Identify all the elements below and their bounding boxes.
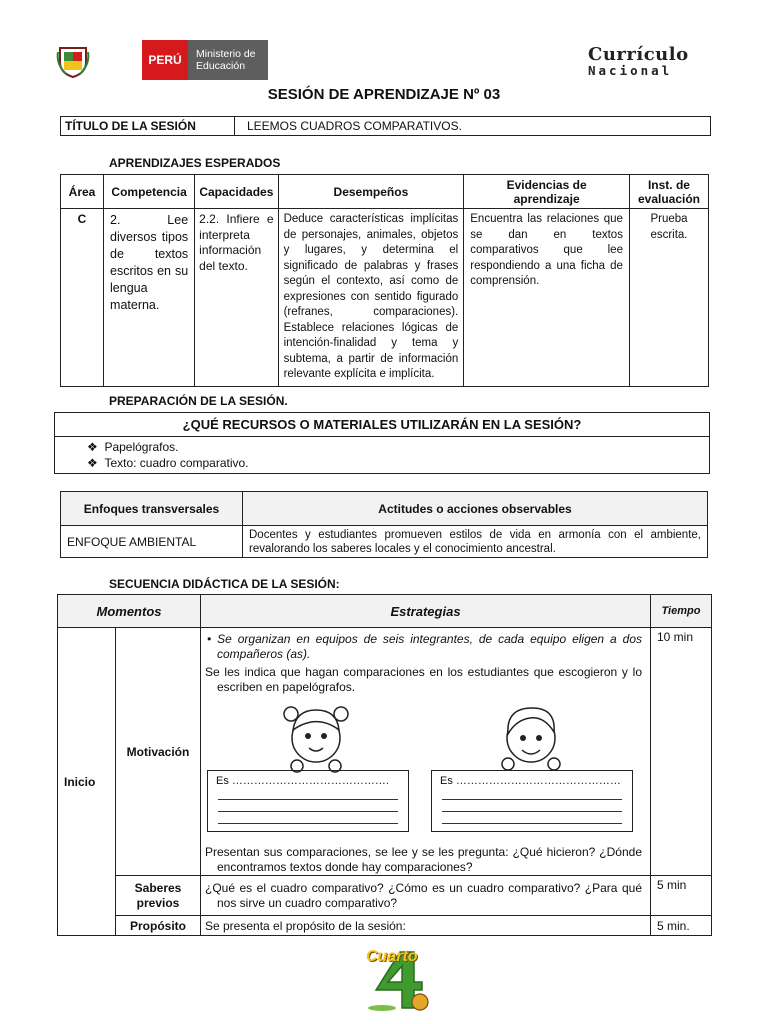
header-competencia: Competencia (104, 175, 195, 209)
comparison-box-right (431, 770, 633, 832)
seq-header-tiempo: Tiempo (651, 595, 712, 628)
resources-question: ¿QUÉ RECURSOS O MATERIALES UTILIZARÁN EN LA SESIÓN? (55, 413, 710, 437)
sequence-heading: SECUENCIA DIDÁCTICA DE LA SESIÓN: (109, 577, 340, 591)
motivacion-label: Motivación (116, 628, 201, 876)
header-evidencias: Evidencias de aprendizaje (464, 175, 630, 209)
header-instrumento: Inst. de evaluación (629, 175, 708, 209)
resource-item: Texto: cuadro comparativo. (104, 456, 249, 470)
curriculo-title: Currículo (588, 44, 689, 65)
list-item (87, 455, 709, 471)
write-line (442, 800, 622, 812)
seq-header-estrategias: Estrategias (201, 595, 651, 628)
cell-area: C (61, 209, 104, 387)
saberes-label: Saberes previos (116, 876, 201, 916)
session-title-label: TÍTULO DE LA SESIÓN (61, 117, 235, 136)
comparison-box-left-text: Es ……………………………………. (216, 775, 389, 787)
boy-illustration (486, 700, 576, 780)
resource-item: Papelógrafos. (104, 440, 179, 454)
resources-table (54, 412, 710, 474)
phase-inicio: Inicio (58, 628, 116, 936)
saberes-time: 5 min (651, 876, 712, 916)
comparison-box-right-text: Es ……………………………………… (440, 775, 621, 787)
approaches-table (60, 491, 708, 558)
write-line (218, 800, 398, 812)
proposito-text: Se presenta el propósito de la sesión: (201, 916, 651, 936)
list-item (87, 439, 709, 455)
peru-label: PERÚ (142, 40, 188, 80)
motivacion-time: 10 min (651, 628, 712, 876)
page-title: SESIÓN DE APRENDIZAJE Nº 03 (267, 86, 501, 103)
write-line (442, 812, 622, 824)
header-desempenos: Desempeños (278, 175, 464, 209)
ministry-label: Ministerio de Educación (188, 40, 268, 80)
motivacion-text2: Presentan sus comparaciones, se lee y se les pregunta: ¿Qué hicieron? ¿Dónde encontramos textos donde hay comparaciones? (205, 845, 642, 874)
write-line (218, 788, 398, 800)
motivacion-text1: Se les indica que hagan comparaciones en los estudiantes que escogieron y lo escriben en papelógrafos. (205, 665, 642, 694)
curriculo-subtitle: Nacional (588, 63, 673, 78)
proposito-time: 5 min. (651, 916, 712, 936)
write-line (442, 788, 622, 800)
header-area: Área (61, 175, 104, 209)
sequence-table (57, 594, 712, 936)
cuarto-text: Cuarto (366, 948, 418, 965)
diamond-bullet-icon: ❖ (87, 456, 98, 470)
curriculo-logo (588, 44, 698, 86)
motivacion-cell (201, 628, 651, 876)
motivacion-bullet-text: Se organizan en equipos de seis integrantes, de cada equipo eligen a dos compañeros (as). (217, 632, 642, 661)
proposito-label: Propósito (116, 916, 201, 936)
comparison-box-left (207, 770, 409, 832)
cell-desempenos: Deduce características implícitas de personajes, animales, objetos y lugares, y determina el significado de palabras y frases según el contexto, así como de expresiones con sentido figurado (refranes, comparaciones). Establece relaciones lógicas de intención-finalidad y tema y subtema, a partir de información relevante explícita e implícita. (278, 209, 464, 387)
seq-header-momentos: Momentos (58, 595, 201, 628)
motivacion-bullet (205, 632, 642, 662)
write-line (218, 812, 398, 824)
approach-right: Docentes y estudiantes promueven estilos de vida en armonía con el ambiente, revalorando los saberes locales y el conocimiento ancestral. (243, 526, 708, 558)
session-title-value: LEEMOS CUADROS COMPARATIVOS. (235, 117, 711, 136)
approach-left: ENFOQUE AMBIENTAL (61, 526, 243, 558)
bullet-icon: • (207, 632, 212, 646)
cell-capacidades: 2.2. Infiere e interpreta información del texto. (195, 209, 278, 387)
learning-table (60, 174, 709, 387)
resources-list (55, 437, 710, 474)
saberes-text: ¿Qué es el cuadro comparativo? ¿Cómo es un cuadro comparativo? ¿Para qué nos sirve un cuadro comparativo? (201, 876, 651, 916)
cell-competencia: 2. Lee diversos tipos de textos escritos en su lengua materna. (104, 209, 195, 387)
diamond-bullet-icon: ❖ (87, 440, 98, 454)
cuarto-logo (362, 946, 432, 1014)
girl-illustration (271, 700, 361, 780)
approach-header-right: Actitudes o acciones observables (243, 492, 708, 526)
preparation-heading: PREPARACIÓN DE LA SESIÓN. (109, 394, 288, 408)
session-title-table (60, 116, 711, 136)
coat-of-arms-icon (56, 42, 90, 78)
header-capacidades: Capacidades (195, 175, 278, 209)
cell-evidencias: Encuentra las relaciones que se dan en textos comparativos que lee respondiendo a una ficha de comprensión. (464, 209, 630, 387)
minedu-logo (52, 38, 268, 82)
learning-heading: APRENDIZAJES ESPERADOS (109, 156, 281, 170)
approach-header-left: Enfoques transversales (61, 492, 243, 526)
cell-instrumento: Prueba escrita. (629, 209, 708, 387)
